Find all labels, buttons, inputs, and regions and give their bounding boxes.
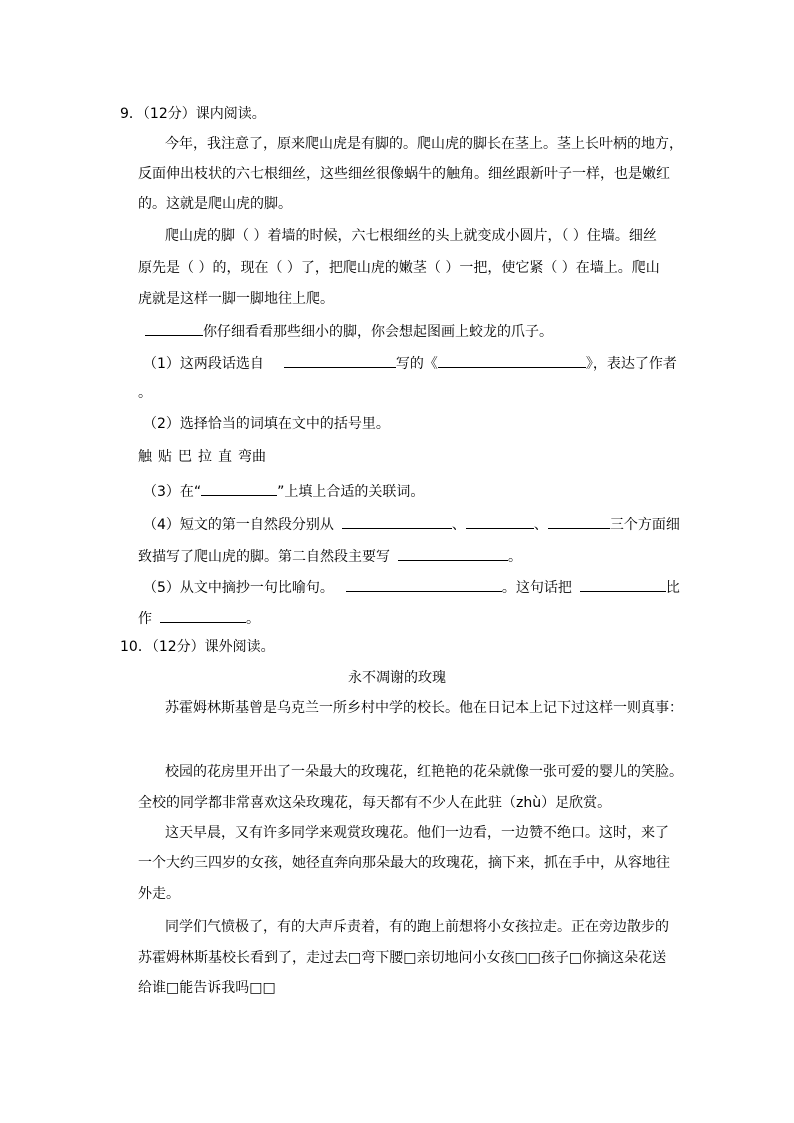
q10-p1-line2: 全校的同学都非常喜欢这朵玫瑰花，每天都有不少人在此驻（zhù）足欣赏。: [138, 795, 612, 811]
q10-p2-line1: 这天早晨，又有许多同学来观赏玫瑰花。他们一边看，一边赞不绝口。这时，来了: [165, 825, 669, 841]
sq3-text-a: （3）在“: [143, 484, 202, 500]
sq4-sep-1: 、: [451, 517, 466, 533]
sub-question-4-cont: [138, 545, 522, 565]
q10-p3-line2: 苏霍姆林斯基校长看到了，走过去□弯下腰□亲切地问小女孩□□孩子□你摘这朵花送: [138, 950, 667, 966]
sq4-text-a: （4）短文的第一自然段分别从: [143, 517, 334, 533]
q9-p1-line1: 今年，我注意了，原来爬山虎是有脚的。爬山虎的脚长在茎上。茎上长叶柄的地方，: [165, 136, 683, 152]
author-blank[interactable]: [284, 352, 396, 368]
sq5-text-e: 。: [246, 611, 260, 627]
sq1-text-b: 写的《: [395, 356, 438, 372]
sub-question-2: （2）选择恰当的词填在文中的括号里。: [143, 416, 390, 432]
sq5-text-c: 比: [665, 580, 680, 596]
sq4-sep-2: 、: [533, 517, 548, 533]
sq4-text-c: 致描写了爬山虎的脚。第二自然段主要写: [138, 549, 390, 565]
sq5-text-b: 。这句话把: [501, 580, 572, 596]
option-word: 拉: [198, 449, 212, 465]
sq1-text-a: （1）这两段话选自: [143, 356, 264, 372]
sq1-text-c: 》，表达了作者: [585, 356, 677, 372]
word-options: [138, 447, 272, 467]
q10-header: 10．（12分）课外阅读。: [120, 639, 275, 655]
q9-header: 9．（12分）课内阅读。: [120, 106, 266, 122]
sq3-text-b: ”上填上合适的关联词。: [277, 484, 425, 500]
q9-p2-line3: 虎就是这样一脚一脚地往上爬。: [138, 291, 334, 307]
compared-to-blank[interactable]: [160, 607, 246, 623]
passage-title: 永不凋谢的玫瑰: [348, 670, 446, 686]
option-word: 触: [138, 449, 152, 465]
sub-question-5-cont: [138, 607, 260, 627]
paragraph2-topic-blank[interactable]: [398, 545, 508, 561]
sub-question-5: [143, 576, 680, 596]
q9-p1-line2: 反面伸出枝状的六七根细丝，这些细丝很像蜗牛的触角。细丝跟新叶子一样，也是嫩红: [138, 166, 670, 182]
sq1-end: 。: [138, 385, 152, 401]
aspect-blank-3[interactable]: [548, 513, 610, 529]
q9-p2-line1: 爬山虎的脚（ ）着墙的时候，六七根细丝的头上就变成小圆片，（ ）住墙。细丝: [165, 228, 657, 244]
aspect-blank-2[interactable]: [466, 513, 534, 529]
title-blank[interactable]: [438, 352, 586, 368]
compared-blank[interactable]: [580, 576, 666, 592]
option-word: 直: [218, 449, 232, 465]
q9-p3: [145, 320, 553, 340]
option-word: 弯曲: [238, 449, 266, 465]
sub-question-1: [143, 352, 677, 372]
q10-p2-line2: 一个大约三四岁的女孩，她径直奔向那朵最大的玫瑰花，摘下来，抓在手中，从容地往: [138, 855, 670, 871]
q10-p2-line3: 外走。: [138, 886, 180, 902]
option-word: 巴: [178, 449, 192, 465]
sq4-text-d: 。: [508, 549, 522, 565]
aspect-blank-1[interactable]: [342, 513, 452, 529]
q10-p3-line1: 同学们气愤极了，有的大声斥责着，有的跑上前想将小女孩拉走。正在旁边散步的: [165, 919, 669, 935]
sub-question-4: [143, 513, 680, 533]
q9-p3-text: 你仔细看看那些细小的脚，你会想起图画上蛟龙的爪子。: [203, 324, 553, 340]
sq5-text-d: 作: [138, 611, 152, 627]
q10-p1-line1: 校园的花房里开出了一朵最大的玫瑰花，红艳艳的花朵就像一张可爱的婴儿的笑脸。: [165, 764, 683, 780]
quoted-blank[interactable]: [201, 480, 277, 496]
option-word: 贴: [158, 449, 172, 465]
simile-blank[interactable]: [346, 576, 502, 592]
sq5-text-a: （5）从文中摘抄一句比喻句。: [143, 580, 334, 596]
conjunction-blank[interactable]: [145, 320, 203, 336]
sub-question-3: [143, 480, 424, 500]
q9-p1-line3: 的。这就是爬山虎的脚。: [138, 196, 292, 212]
q10-p3-line3: 给谁□能告诉我吗□□: [138, 980, 276, 996]
sq4-text-b: 三个方面细: [609, 517, 680, 533]
q10-intro: 苏霍姆林斯基曾是乌克兰一所乡村中学的校长。他在日记本上记下过这样一则真事：: [165, 700, 683, 716]
q9-p2-line2: 原先是（ ）的，现在（ ）了，把爬山虎的嫩茎（ ）一把，使它紧（ ）在墙上。爬山: [138, 260, 660, 276]
